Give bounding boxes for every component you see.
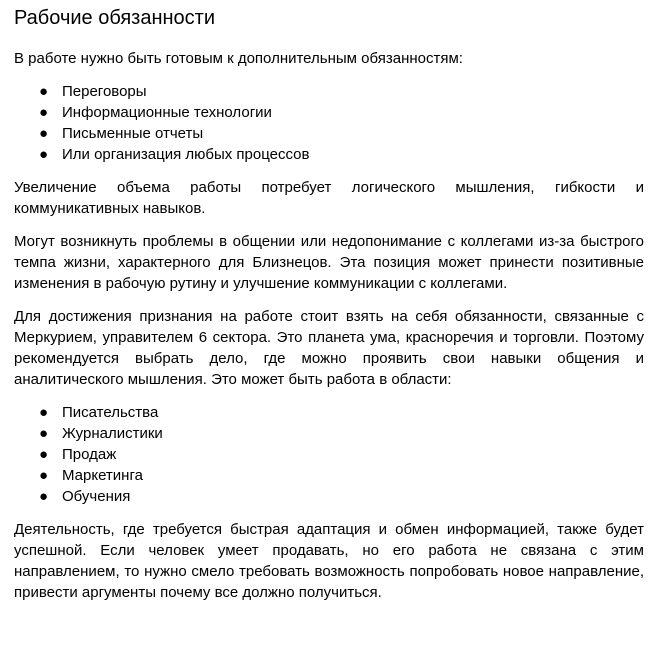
list-item: ● Информационные технологии: [39, 104, 272, 121]
bullet-icon: ●: [39, 125, 49, 142]
intro-paragraph: В работе нужно быть готовым к дополнительным обязанностям:: [14, 50, 463, 67]
paragraph-adaptation: Деятельность, где требуется быстрая адаптация и обмен информацией, также будет успешной. Если человек умеет продавать, но его работа не связана с этим направлением, то нужно смело требовать возможность попробовать новое направление, привести аргументы почему все должно получиться.: [14, 521, 644, 601]
paragraph-mercury: Для достижения признания на работе стоит взять на себя обязанности, связанные с Меркурием, управителем 6 сектора. Это планета ума, красноречия и торговли. Поэтому рекомендуется выбрать дело, где можно проявить свои навыки общения и аналитического мышления. Это может быть работа в области:: [14, 308, 644, 388]
bullet-icon: ●: [39, 425, 49, 442]
paragraph-communication: Могут возникнуть проблемы в общении или недопонимание с коллегами из-за быстрого темпа жизни, характерного для Близнецов. Эта позиция может принести позитивные изменения в рабочую рутину и улучшение коммуникации с коллегами.: [14, 233, 644, 292]
bullet-icon: ●: [39, 488, 49, 505]
list-item: ● Продаж: [39, 446, 117, 463]
page-title: Рабочие обязанности: [14, 7, 216, 29]
list-item: ● Журналистики: [39, 425, 163, 442]
fields-list: [14, 402, 644, 507]
bullet-icon: ●: [39, 446, 49, 463]
bullet-icon: ●: [39, 83, 49, 100]
document: [0, 6, 668, 603]
list-item: ● Или организация любых процессов: [39, 146, 310, 163]
bullet-icon: ●: [39, 467, 49, 484]
list-item: ● Письменные отчеты: [39, 125, 204, 142]
bullet-icon: ●: [39, 104, 49, 121]
list-item: ● Писательства: [39, 404, 159, 421]
paragraph-workload: Увеличение объема работы потребует логического мышления, гибкости и коммуникативных навыков.: [14, 179, 644, 217]
bullet-icon: ●: [39, 146, 49, 163]
duties-list: [14, 81, 644, 165]
list-item: ● Переговоры: [39, 83, 147, 100]
list-item: ● Обучения: [39, 488, 131, 505]
list-item: ● Маркетинга: [39, 467, 143, 484]
bullet-icon: ●: [39, 404, 49, 421]
